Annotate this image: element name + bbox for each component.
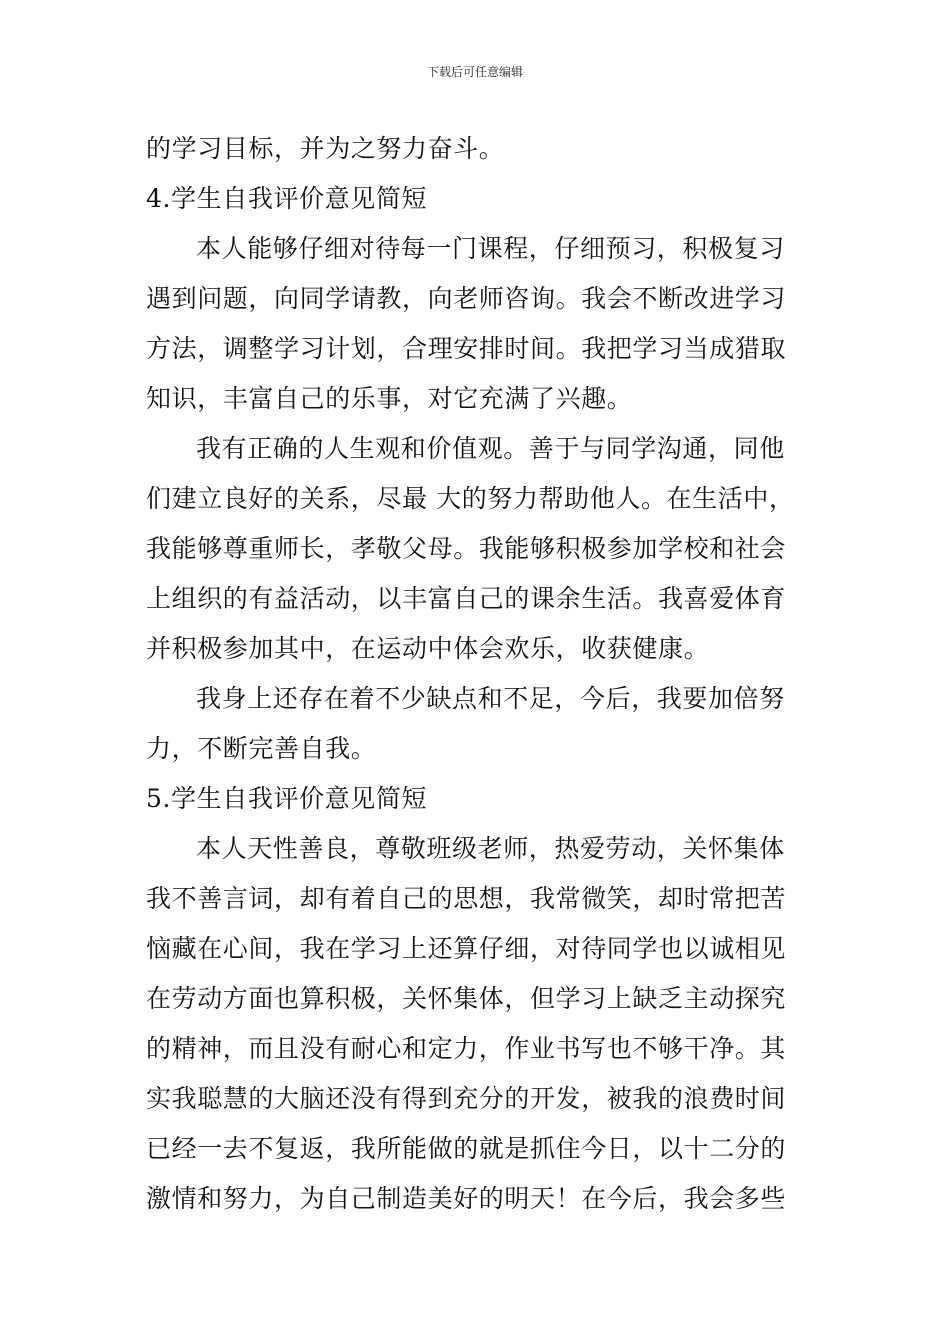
text-line: 们建立良好的关系，尽最 大的努力帮助他人。在生活中，	[146, 484, 795, 513]
text-line: 方法，调整学习计划，合理安排时间。我把学习当成猎取	[146, 334, 787, 363]
text-line: 激情和努力，为自己制造美好的明天！在今后，我会多些	[146, 1184, 787, 1213]
section-heading: 5.学生自我评价意见简短	[146, 784, 428, 813]
text-line: 在劳动方面也算积极，关怀集体，但学习上缺乏主动探究	[146, 984, 787, 1013]
text-line: 我不善言词，却有着自己的思想，我常微笑，却时常把苦	[146, 884, 787, 913]
text-line: 知识，丰富自己的乐事，对它充满了兴趣。	[146, 384, 633, 413]
text-line: 我能够尊重师长，孝敬父母。我能够积极参加学校和社会	[146, 534, 787, 563]
text-line: 遇到问题，向同学请教，向老师咨询。我会不断改进学习	[146, 284, 787, 313]
text-line: 的学习目标，并为之努力奋斗。	[146, 134, 505, 163]
text-line: 实我聪慧的大脑还没有得到充分的开发，被我的浪费时间	[146, 1084, 787, 1113]
text-line: 力，不断完善自我。	[146, 734, 377, 763]
text-line: 并积极参加其中，在运动中体会欢乐，收获健康。	[146, 634, 710, 663]
text-line: 的精神，而且没有耐心和定力，作业书写也不够干净。其	[146, 1034, 787, 1063]
section-heading: 4.学生自我评价意见简短	[146, 184, 428, 213]
text-line: 已经一去不复返，我所能做的就是抓住今日，以十二分的	[146, 1134, 787, 1163]
paragraph-first-line: 本人天性善良，尊敬班级老师，热爱劳动，关怀集体	[196, 834, 785, 863]
text-line: 恼藏在心间，我在学习上还算仔细，对待同学也以诚相见	[146, 934, 787, 963]
page-header: 下载后可任意编辑	[426, 65, 523, 79]
paragraph-first-line: 本人能够仔细对待每一门课程，仔细预习，积极复习	[196, 234, 785, 263]
paragraph-first-line: 我身上还存在着不少缺点和不足，今后，我要加倍努	[196, 684, 785, 713]
paragraph-first-line: 我有正确的人生观和价值观。善于与同学沟通，同他	[196, 434, 785, 463]
text-line: 上组织的有益活动，以丰富自己的课余生活。我喜爱体育	[146, 584, 787, 613]
